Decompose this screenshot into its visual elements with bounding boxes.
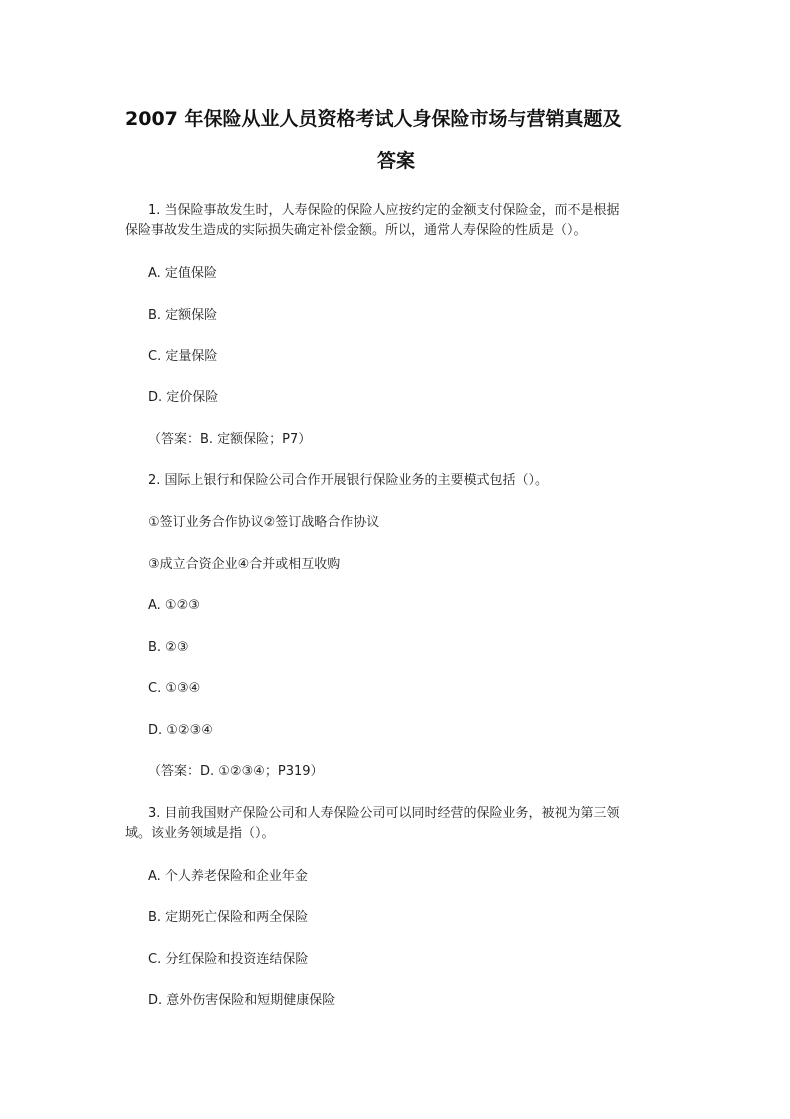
- question-1-stem-line-1: 1. 当保险事故发生时，人寿保险的保险人应按约定的金额支付保险金，而不是根据: [148, 203, 620, 218]
- question-1-option-a: A. 定值保险: [148, 266, 217, 281]
- question-1-option-c: C. 定量保险: [148, 349, 218, 364]
- question-1-stem-line-2: 保险事故发生造成的实际损失确定补偿金额。所以，通常人寿保险的性质是（）。: [125, 223, 587, 238]
- question-2-option-d: D. ①②③④: [148, 723, 213, 738]
- question-3-option-b: B. 定期死亡保险和两全保险: [148, 910, 309, 925]
- question-1-option-d: D. 定价保险: [148, 390, 219, 405]
- question-2-option-b: B. ②③: [148, 640, 189, 655]
- question-1-answer: （答案：B. 定额保险；P7）: [148, 432, 312, 447]
- question-2-item-1: ①签订业务合作协议②签订战略合作协议: [148, 515, 380, 530]
- question-3-stem-line-1: 3. 目前我国财产保险公司和人寿保险公司可以同时经营的保险业务，被视为第三领: [148, 806, 620, 821]
- question-2-option-a: A. ①②③: [148, 598, 200, 613]
- question-2-stem-line-1: 2. 国际上银行和保险公司合作开展银行保险业务的主要模式包括（）。: [148, 473, 549, 488]
- document-title-line-1: 2007 年保险从业人员资格考试人身保险市场与营销真题及: [125, 108, 622, 130]
- document-title-line-2: 答案: [377, 150, 416, 172]
- question-3-option-c: C. 分红保险和投资连结保险: [148, 952, 309, 967]
- question-2-answer: （答案：D. ①②③④；P319）: [148, 764, 324, 779]
- question-2-item-2: ③成立合资企业④合并或相互收购: [148, 557, 341, 572]
- question-3-option-a: A. 个人养老保险和企业年金: [148, 869, 308, 884]
- question-3-stem-line-2: 域。该业务领域是指（）。: [125, 826, 275, 841]
- question-1-option-b: B. 定额保险: [148, 308, 218, 323]
- question-3-option-d: D. 意外伤害保险和短期健康保险: [148, 993, 336, 1008]
- question-2-option-c: C. ①③④: [148, 681, 201, 696]
